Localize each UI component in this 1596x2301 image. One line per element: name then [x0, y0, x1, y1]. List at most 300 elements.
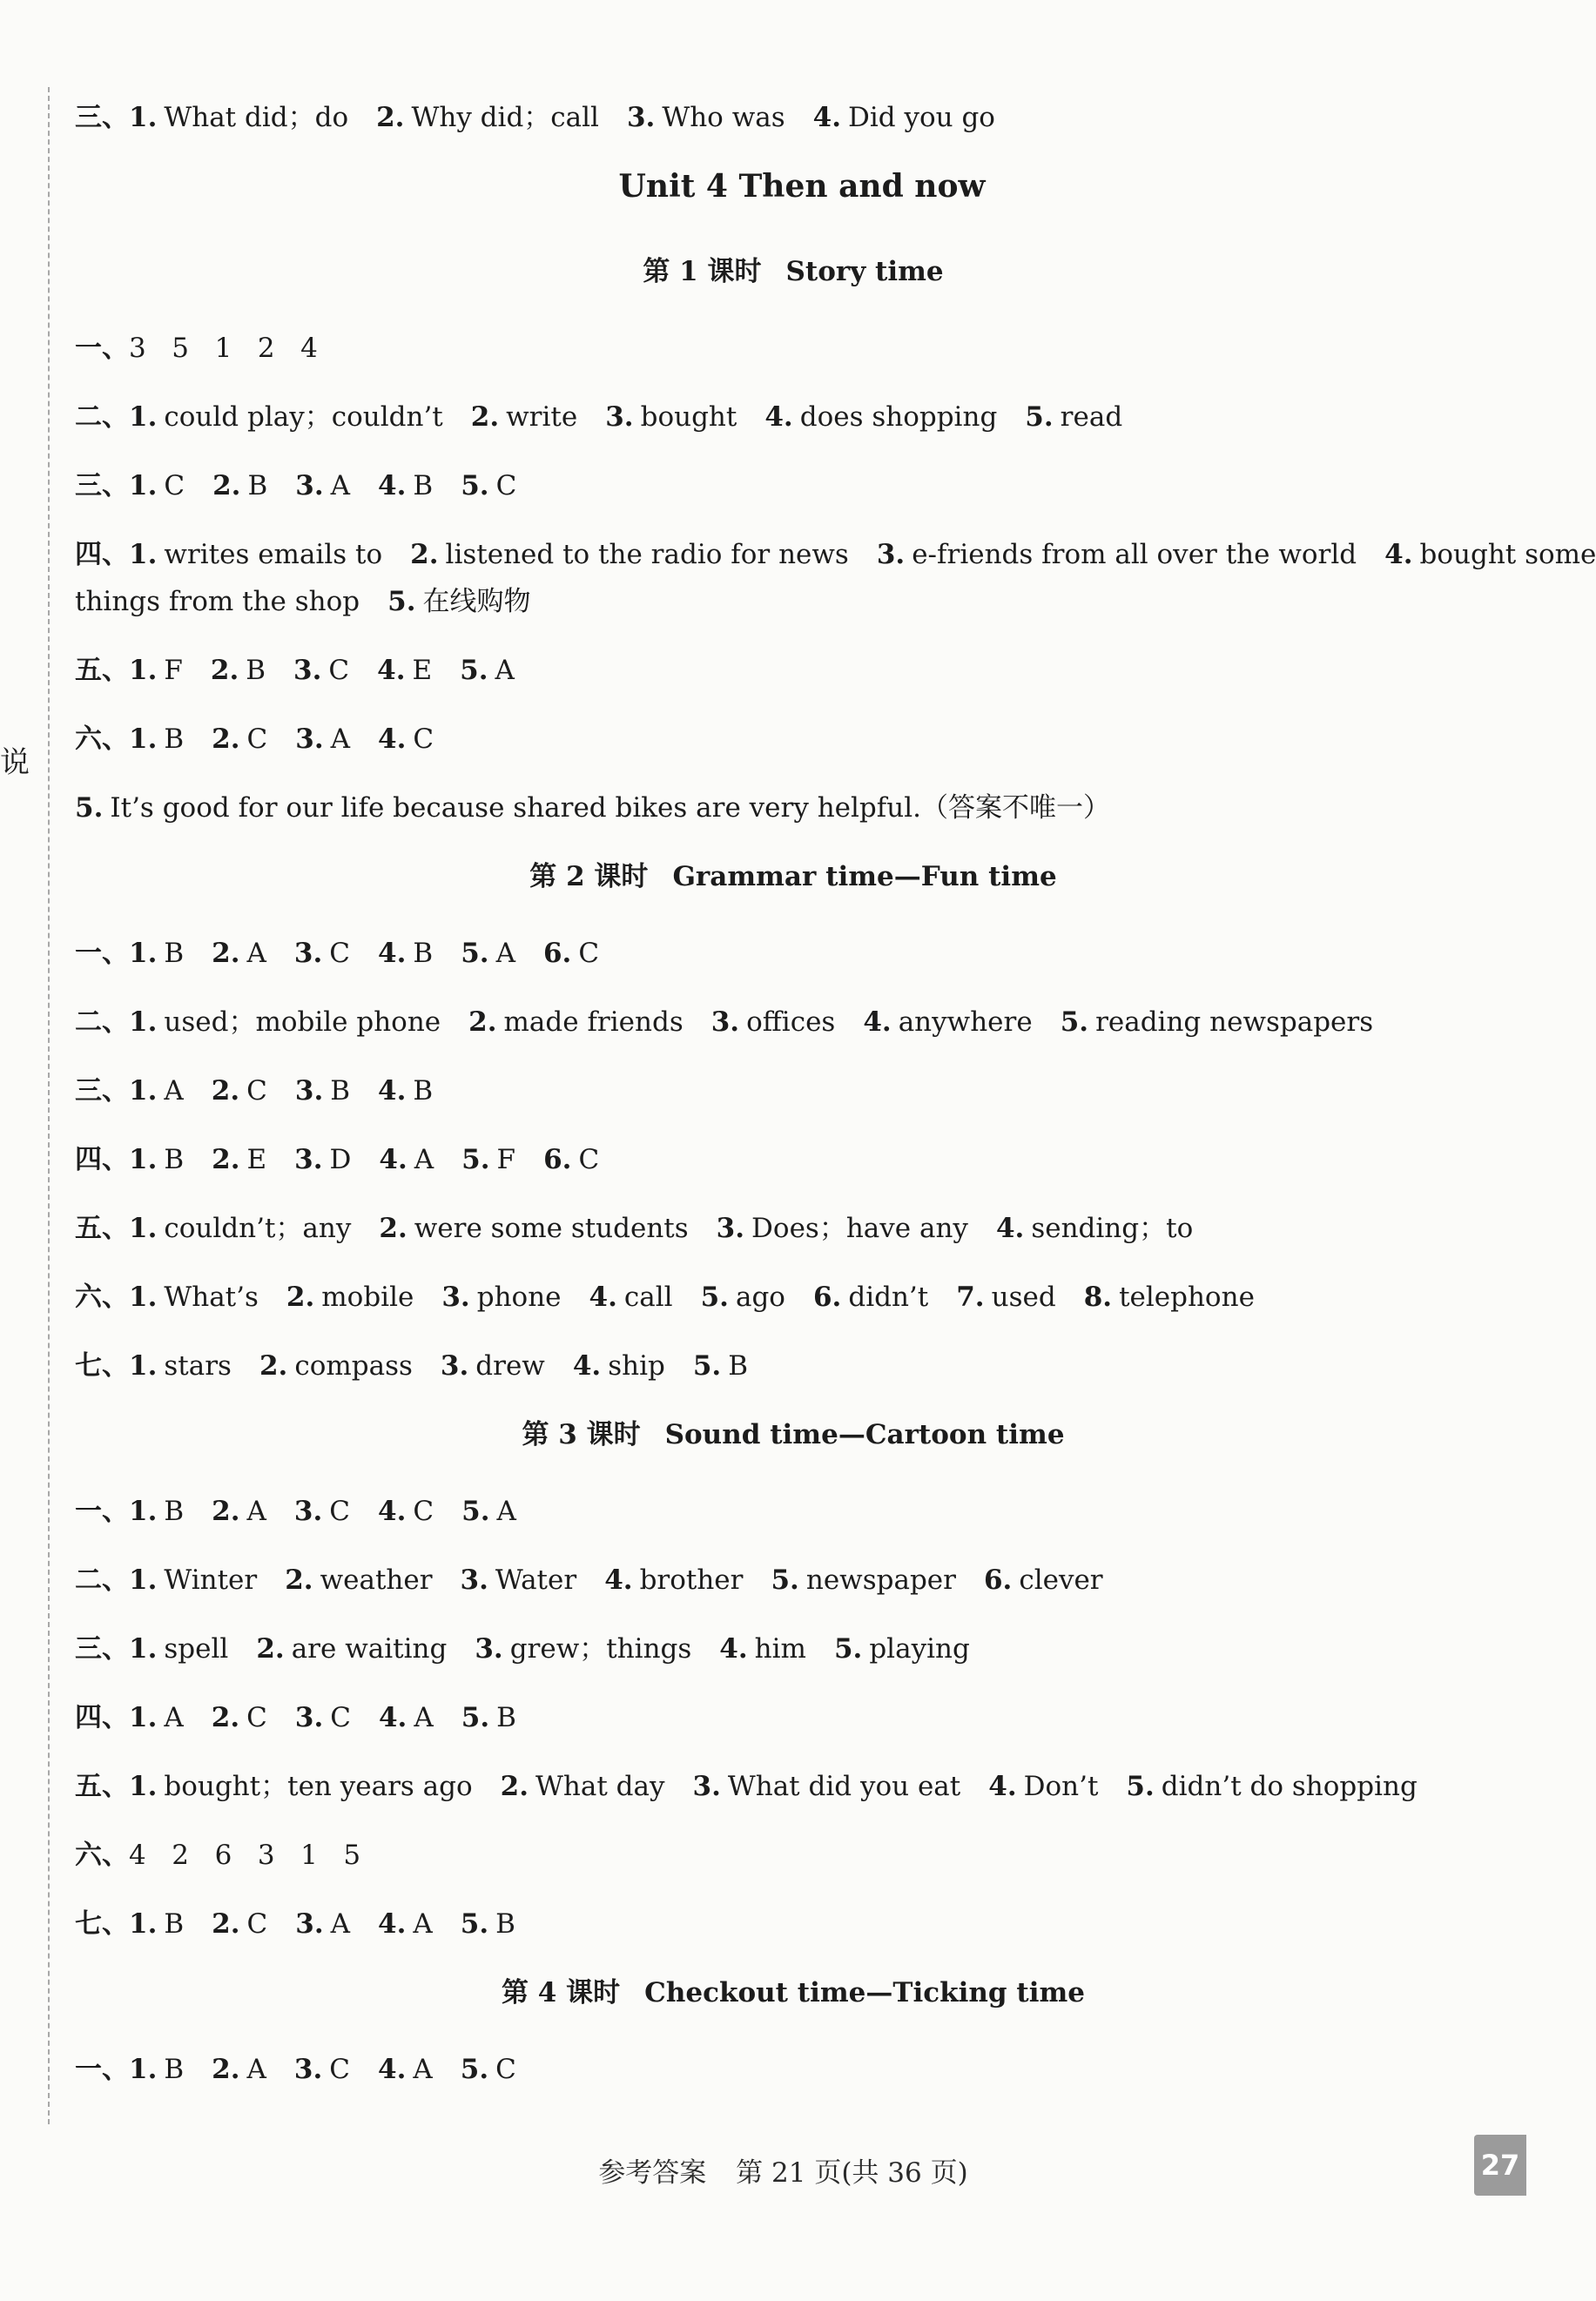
answer-item: [1126, 1771, 1417, 1802]
answer-item: [129, 539, 382, 570]
question-number: 2.: [210, 655, 239, 686]
answer-item: [461, 938, 515, 969]
answer-row: [75, 930, 1512, 999]
answer-text: Don’t: [1023, 1771, 1099, 1802]
question-number: 8.: [1083, 1282, 1113, 1313]
answer-text: C: [329, 2054, 351, 2085]
answer-item: [129, 1908, 184, 1940]
answer-text: compass: [294, 1350, 413, 1382]
lesson-title: [75, 1969, 1512, 2046]
question-number: 4.: [378, 938, 407, 969]
answer-row: [75, 578, 1512, 647]
answer-item: [378, 723, 434, 755]
answer-item: [441, 1282, 561, 1313]
answer-text: A: [413, 1908, 433, 1940]
question-number: 4.: [378, 1702, 407, 1733]
answer-item: [129, 1006, 441, 1038]
answer-text: used: [991, 1282, 1056, 1313]
answer-item: [129, 1350, 232, 1382]
answer-item: [461, 1144, 515, 1175]
answer-text: brother: [639, 1564, 744, 1596]
answer-row: [75, 1274, 1512, 1342]
answer-item: [764, 401, 997, 433]
section-number: 三、: [75, 1633, 129, 1665]
answer-item: [956, 1282, 1055, 1313]
answer-text: C: [329, 938, 351, 969]
answer-item: [293, 655, 349, 686]
answer-text: C: [328, 655, 350, 686]
answer-item: [711, 1006, 836, 1038]
answer-text: Does；have any: [751, 1213, 968, 1244]
answer-text: could play；couldn’t: [164, 401, 443, 433]
answer-text: clever: [1019, 1564, 1103, 1596]
answer-item: [295, 1908, 350, 1940]
question-number: 2.: [259, 1350, 288, 1382]
lesson-number: 第 4 课时: [502, 1977, 621, 2008]
question-number: 5.: [460, 1908, 489, 1940]
section-number: 五、: [75, 655, 129, 686]
section-number: 四、: [75, 539, 129, 570]
answer-item: [129, 1144, 184, 1175]
answer-text: made friends: [503, 1006, 684, 1038]
question-number: 5.: [461, 470, 489, 501]
answer-text: What’s: [164, 1282, 259, 1313]
question-number: 5.: [387, 586, 416, 617]
answer-text: didn’t: [848, 1282, 929, 1313]
answer-row: [75, 394, 1512, 462]
answer-item: [475, 1633, 691, 1665]
answer-row: [75, 1488, 1512, 1557]
question-number: 1.: [129, 1144, 158, 1175]
answer-item: [771, 1564, 955, 1596]
answer-text: reading newspapers: [1095, 1006, 1374, 1038]
question-number: 5.: [1025, 401, 1054, 433]
question-number: 1.: [129, 1702, 158, 1733]
answer-text: A: [246, 938, 266, 969]
answer-item: [129, 333, 318, 364]
answer-item: [129, 2054, 184, 2085]
question-number: 3.: [294, 1075, 324, 1107]
question-number: 2.: [212, 723, 240, 755]
answer-item: [259, 1350, 413, 1382]
question-number: 1.: [129, 102, 158, 133]
question-number: 3.: [293, 938, 323, 969]
answer-item: [410, 539, 849, 570]
answer-item: [573, 1350, 665, 1382]
section-number: 六、: [75, 723, 129, 755]
question-number: 1.: [129, 1075, 158, 1107]
answer-row: [75, 1136, 1512, 1205]
question-number: 2.: [211, 1075, 240, 1107]
answer-item: [212, 2054, 266, 2085]
lesson-name: Checkout time—Ticking time: [644, 1977, 1085, 2008]
answer-text: anywhere: [898, 1006, 1033, 1038]
question-number: 6.: [542, 938, 572, 969]
question-number: 4.: [719, 1633, 748, 1665]
answer-text: 3 5 1 2 4: [129, 333, 318, 364]
question-number: 5.: [692, 1350, 722, 1382]
answer-item: [295, 1702, 351, 1733]
answer-text: B: [164, 1144, 185, 1175]
answer-text: B: [164, 723, 185, 755]
answer-item: [461, 1496, 516, 1527]
answer-text: C: [495, 470, 517, 501]
answer-text: mobile: [321, 1282, 414, 1313]
question-number: 1.: [129, 723, 158, 755]
question-number: 5.: [461, 1144, 490, 1175]
answer-item: [294, 1496, 350, 1527]
question-number: 5.: [771, 1564, 799, 1596]
answer-text: didn’t do shopping: [1161, 1771, 1418, 1802]
question-number: 1.: [129, 470, 158, 501]
question-number: 2.: [410, 539, 439, 570]
answer-item: [75, 586, 360, 617]
answer-text: C: [246, 723, 268, 755]
question-number: 1.: [129, 1006, 158, 1038]
section-number: 一、: [75, 1496, 129, 1527]
answer-item: [256, 1633, 447, 1665]
answer-item: [129, 470, 185, 501]
answer-text: F: [496, 1144, 516, 1175]
question-number: 3.: [710, 1006, 740, 1038]
answer-item: [717, 1213, 968, 1244]
answer-item: [441, 1350, 545, 1382]
question-number: 3.: [876, 539, 906, 570]
question-number: 2.: [212, 2054, 240, 2085]
question-number: 4.: [988, 1771, 1017, 1802]
question-number: 3.: [441, 1282, 470, 1313]
question-number: 5.: [461, 1496, 490, 1527]
answer-item: [212, 1144, 266, 1175]
question-number: 1.: [129, 539, 158, 570]
section-number: 一、: [75, 2054, 129, 2085]
answer-text: bought: [640, 401, 737, 433]
question-number: 5.: [833, 1633, 863, 1665]
question-number: 2.: [256, 1633, 285, 1665]
page-footer: [0, 2150, 1566, 2190]
question-number: 4.: [812, 102, 841, 133]
lesson-number: 第 3 课时: [522, 1419, 641, 1450]
question-number: 4.: [378, 470, 407, 501]
answer-text: B: [247, 470, 268, 501]
question-number: 4.: [378, 723, 407, 755]
answer-row: [75, 2046, 1512, 2115]
answer-item: [984, 1564, 1103, 1596]
question-number: 1.: [129, 1908, 158, 1940]
answer-item: [604, 1564, 743, 1596]
answer-text: used；mobile phone: [164, 1006, 441, 1038]
answer-item: [129, 1564, 257, 1596]
answer-text: B: [164, 2054, 185, 2085]
answer-text: A: [496, 1496, 516, 1527]
answer-item: [295, 470, 350, 501]
question-number: 2.: [376, 102, 405, 133]
question-number: 1.: [129, 1564, 158, 1596]
lesson-number: 第 2 课时: [529, 861, 649, 892]
answer-text: read: [1060, 401, 1123, 433]
question-number: 2.: [212, 1908, 240, 1940]
answer-text: A: [330, 723, 351, 755]
answer-item: [129, 1496, 184, 1527]
question-number: 1.: [129, 938, 158, 969]
section-number: 一、: [75, 333, 129, 364]
answer-text: Did you go: [848, 102, 995, 133]
lesson-name: Grammar time—Fun time: [672, 861, 1057, 892]
question-number: 1.: [129, 1350, 158, 1382]
answer-item: [212, 1702, 267, 1733]
answer-item: [294, 2054, 350, 2085]
answer-item: [295, 723, 350, 755]
answer-text: B: [413, 1075, 434, 1107]
answer-item: [378, 1908, 433, 1940]
answer-row: [75, 1625, 1512, 1694]
answer-text: telephone: [1119, 1282, 1255, 1313]
answer-row: [75, 784, 1512, 853]
lesson-name: Sound time—Cartoon time: [664, 1419, 1065, 1450]
section-number: 四、: [75, 1702, 129, 1733]
answer-item: [286, 1282, 414, 1313]
answer-text: Why did；call: [411, 102, 599, 133]
answer-item: [627, 102, 785, 133]
question-number: 5.: [75, 792, 104, 824]
answer-text: A: [164, 1702, 184, 1733]
question-number: 3.: [295, 723, 324, 755]
answer-text: ago: [735, 1282, 785, 1313]
answer-item: [212, 938, 266, 969]
answer-item: [379, 1144, 434, 1175]
section-number: 四、: [75, 1144, 129, 1175]
answer-text: B: [413, 938, 434, 969]
answer-text: are waiting: [291, 1633, 448, 1665]
question-number: 1.: [129, 1496, 158, 1527]
answer-item: [1025, 401, 1122, 433]
answer-text: What did；do: [164, 102, 349, 133]
question-number: 3.: [293, 655, 322, 686]
answer-text: A: [330, 470, 351, 501]
answer-item: [589, 1282, 673, 1313]
answer-text: were some students: [414, 1213, 689, 1244]
section-number: 三、: [75, 102, 129, 133]
answer-item: [129, 1213, 351, 1244]
answer-text: call: [623, 1282, 673, 1313]
answer-item: [460, 655, 515, 686]
answer-item: [294, 938, 350, 969]
question-number: 2.: [212, 1496, 240, 1527]
answer-item: [461, 1908, 515, 1940]
question-number: 1.: [129, 1633, 158, 1665]
answer-row: [75, 1763, 1512, 1832]
answer-text: C: [246, 1075, 267, 1107]
question-number: 5.: [461, 938, 489, 969]
section-number: 五、: [75, 1771, 129, 1802]
question-number: 2.: [468, 1006, 497, 1038]
question-number: 4.: [764, 401, 793, 433]
question-number: 2.: [285, 1564, 313, 1596]
question-number: 6.: [983, 1564, 1013, 1596]
section-number: 三、: [75, 1075, 129, 1107]
answer-item: [1384, 539, 1596, 570]
question-number: 3.: [460, 1564, 488, 1596]
question-number: 4.: [995, 1213, 1025, 1244]
answer-text: C: [164, 470, 185, 501]
answer-item: [378, 1496, 434, 1527]
question-number: 3.: [293, 1496, 323, 1527]
question-number: 3.: [295, 470, 324, 501]
answer-item: [129, 655, 183, 686]
answer-text: 在线购物: [422, 586, 531, 617]
answer-item: [471, 401, 577, 433]
answer-item: [377, 655, 432, 686]
answer-text: stars: [164, 1350, 232, 1382]
answer-row: [75, 1067, 1512, 1136]
section-number: 二、: [75, 401, 129, 433]
answer-text: newspaper: [805, 1564, 956, 1596]
answer-text: e-friends from all over the world: [912, 539, 1357, 570]
question-number: 1.: [129, 2054, 158, 2085]
answer-text: playing: [869, 1633, 970, 1665]
answer-text: C: [246, 1702, 267, 1733]
question-number: 5.: [1126, 1771, 1155, 1802]
answer-item: [988, 1771, 1098, 1802]
answer-text: Who was: [662, 102, 785, 133]
answer-text: A: [330, 1908, 351, 1940]
answer-item: [387, 586, 530, 617]
answer-item: [129, 1771, 473, 1802]
question-number: 7.: [956, 1282, 985, 1313]
answer-item: [129, 1633, 228, 1665]
answer-text: A: [246, 2054, 266, 2085]
answer-item: [1084, 1282, 1255, 1313]
answer-item: [129, 938, 184, 969]
answer-item: [605, 401, 737, 433]
page-number-badge: 27: [1474, 2135, 1526, 2196]
answer-item: [863, 1006, 1032, 1038]
answer-text: A: [413, 2054, 433, 2085]
answer-item: [461, 1564, 577, 1596]
question-number: 6.: [812, 1282, 842, 1313]
question-number: 6.: [543, 1144, 572, 1175]
answer-text: What day: [535, 1771, 665, 1802]
answer-item: [543, 1144, 599, 1175]
answer-row: [75, 531, 1596, 578]
answer-text: C: [413, 1496, 434, 1527]
answer-key-body: [75, 94, 1596, 2115]
section-number: 七、: [75, 1350, 129, 1382]
answer-text: C: [578, 938, 600, 969]
question-number: 2.: [286, 1282, 315, 1313]
answer-item: [75, 792, 1110, 824]
answer-item: [543, 938, 599, 969]
answer-item: [693, 1350, 748, 1382]
answer-text: C: [330, 1702, 351, 1733]
answer-row: [75, 647, 1512, 716]
section-number: 六、: [75, 1282, 129, 1313]
answer-item: [379, 1213, 688, 1244]
answer-text: 4 2 6 3 1 5: [129, 1840, 361, 1871]
answer-text: spell: [164, 1633, 229, 1665]
answer-row: [75, 1205, 1512, 1274]
question-number: 3.: [295, 1908, 324, 1940]
answer-item: [813, 102, 995, 133]
lesson-name: Story time: [785, 256, 944, 287]
answer-text: writes emails to: [164, 539, 383, 570]
answer-row: [75, 716, 1512, 784]
answer-text: It’s good for our life because shared bikes are very helpful.（答案不唯一）: [110, 792, 1110, 824]
question-number: 3.: [716, 1213, 745, 1244]
section-number: 一、: [75, 938, 129, 969]
edge-cropped-char: 说: [0, 745, 30, 780]
answer-item: [461, 2054, 516, 2085]
answer-item: [295, 1075, 350, 1107]
question-number: 2.: [212, 938, 240, 969]
answer-item: [212, 1496, 266, 1527]
answer-text: What did you eat: [727, 1771, 961, 1802]
question-number: 3.: [692, 1771, 721, 1802]
answer-item: [468, 1006, 684, 1038]
answer-text: couldn’t；any: [164, 1213, 352, 1244]
question-number: 4.: [377, 655, 406, 686]
section-number: 七、: [75, 1908, 129, 1940]
answer-item: [834, 1633, 970, 1665]
question-number: 5.: [460, 655, 488, 686]
question-number: 1.: [129, 1282, 158, 1313]
question-number: 2.: [500, 1771, 529, 1802]
answer-item: [129, 401, 443, 433]
question-number: 3.: [440, 1350, 469, 1382]
answer-text: A: [414, 1702, 434, 1733]
question-number: 2.: [212, 470, 241, 501]
answer-text: A: [246, 1496, 266, 1527]
answer-text: write: [506, 401, 578, 433]
margin-dashed-rule: [48, 87, 50, 2124]
answer-text: B: [495, 1908, 515, 1940]
answer-row: [75, 1832, 1512, 1901]
question-number: 4.: [589, 1282, 617, 1313]
question-number: 5.: [1060, 1006, 1089, 1038]
answer-text: B: [330, 1075, 351, 1107]
answer-text: listened to the radio for news: [445, 539, 849, 570]
question-number: 1.: [129, 1771, 158, 1802]
question-number: 1.: [129, 401, 158, 433]
answer-item: [813, 1282, 928, 1313]
answer-text: C: [329, 1496, 351, 1527]
answer-item: [129, 1075, 184, 1107]
answer-item: [996, 1213, 1193, 1244]
answer-text: Winter: [164, 1564, 258, 1596]
answer-text: weather: [320, 1564, 433, 1596]
question-number: 3.: [294, 1702, 324, 1733]
answer-text: B: [164, 938, 185, 969]
answer-item: [376, 102, 599, 133]
question-number: 2.: [470, 401, 500, 433]
answer-item: [212, 1075, 267, 1107]
answer-text: B: [413, 470, 434, 501]
lesson-title: [75, 248, 1512, 325]
question-number: 4.: [378, 1908, 407, 1940]
question-number: 1.: [129, 655, 158, 686]
answer-item: [378, 1075, 433, 1107]
answer-row: [75, 462, 1512, 531]
answer-text: B: [246, 655, 266, 686]
answer-text: offices: [746, 1006, 836, 1038]
question-number: 4.: [378, 1496, 407, 1527]
question-number: 3.: [294, 1144, 323, 1175]
answer-text: B: [496, 1702, 516, 1733]
footer-page-info: 第 21 页(共 36 页): [736, 2157, 968, 2189]
question-number: 5.: [461, 1702, 490, 1733]
answer-item: [693, 1771, 961, 1802]
answer-text: D: [329, 1144, 352, 1175]
